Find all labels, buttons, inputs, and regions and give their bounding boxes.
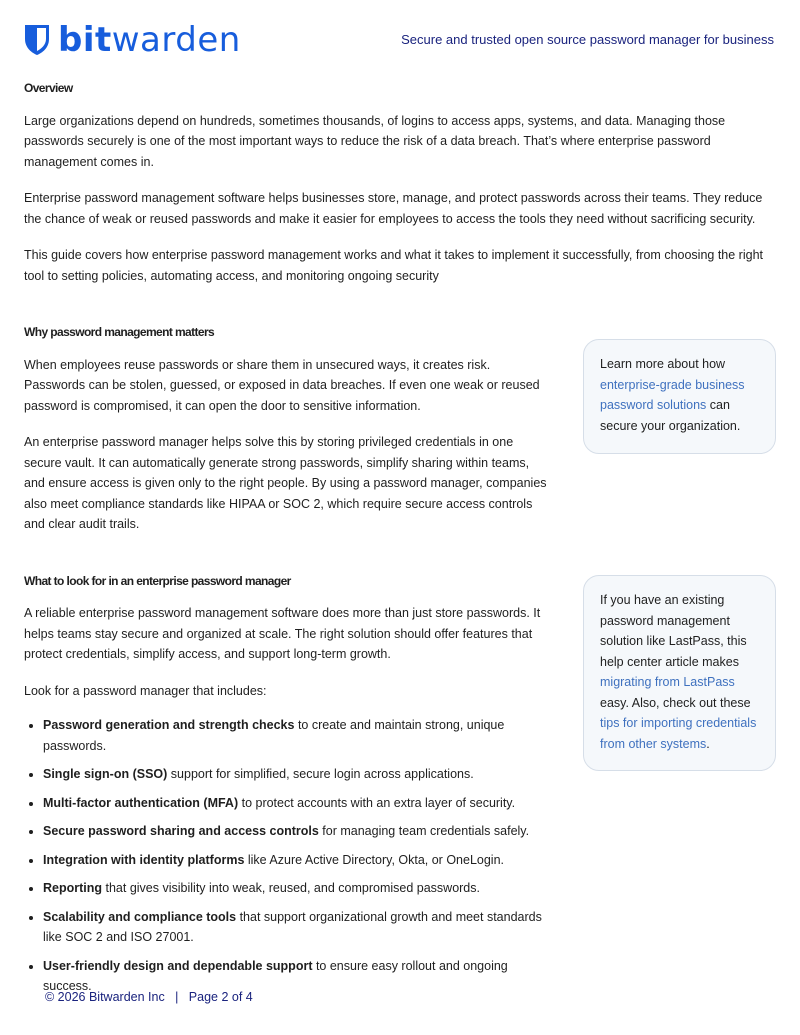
main-content xyxy=(24,78,780,1005)
list-item: • Single sign-on (SSO) support for simplified, secure login across applications. xyxy=(43,764,553,785)
business-solutions-link[interactable]: enterprise-grade business password solutions xyxy=(600,377,745,412)
list-item: • Secure password sharing and access controls for managing team credentials safely. xyxy=(43,821,553,842)
overview-paragraph-3: This guide covers how enterprise password management works and what it takes to implement it successfully, from choosing the right tool to setting policies, automating access, and monitoring ongoing security xyxy=(24,248,763,283)
header xyxy=(24,22,774,62)
logo-wordmark: bitwarden xyxy=(58,20,241,60)
migrating-lastpass-link[interactable]: migrating from LastPass xyxy=(600,675,735,689)
list-item: • Integration with identity platforms like Azure Active Directory, Okta, or OneLogin. xyxy=(43,850,553,871)
list-item: • User-friendly design and dependable support to ensure easy rollout and ongoing success. xyxy=(43,956,553,997)
overview-paragraph-1: Large organizations depend on hundreds, sometimes thousands, of logins to access apps, systems, and data. Managing those passwords securely is one of the most important ways to reduce the risk of a data breach. That’s where enterprise password management comes in. xyxy=(24,113,726,169)
header-tagline: Secure and trusted open source password manager for business xyxy=(401,32,774,47)
list-item: • Reporting that gives visibility into weak, reused, and compromised passwords. xyxy=(43,878,553,899)
what-paragraph-2: Look for a password manager that includes: xyxy=(24,683,267,698)
why-paragraph-1: When employees reuse passwords or share them in unsecured ways, it creates risk. Passwords can be stolen, guessed, or exposed in data breaches. If even one weak or reused password is compromised, it can open the door to sensitive information. xyxy=(24,357,540,413)
why-heading: Why password management matters xyxy=(24,325,215,339)
overview-heading: Overview xyxy=(24,81,73,95)
what-heading: What to look for in an enterprise password manager xyxy=(24,573,291,588)
what-paragraph-1: A reliable enterprise password management software does more than just store passwords. It helps teams stay secure and organized at scale. The right solution should offer features that protect credentials, simplify access, and support long-term growth. xyxy=(24,606,541,661)
page-footer: © 2026 Bitwarden Inc | Page 2 of 4 xyxy=(45,990,253,1004)
why-paragraph-2: An enterprise password manager helps solve this by storing privileged credentials in one secure vault. It can automatically generate strong passwords, simplify sharing within teams, and ensure access is given only to the right people. By using a password manager, companies also meet compliance standards like HIPAA or SOC 2, which require secure access controls and clear audit trails. xyxy=(24,435,547,531)
importing-credentials-link[interactable]: tips for importing credentials from other systems xyxy=(600,716,757,751)
list-item: • Scalability and compliance tools that support organizational growth and meet standards like SOC 2 and ISO 27001. xyxy=(43,907,553,948)
overview-paragraph-2: Enterprise password management software helps businesses store, manage, and protect passwords across their teams. They reduce the chance of weak or reused passwords and make it easier for employees to access the tools they need without sacrificing security. xyxy=(24,191,763,226)
callout-migration: If you have an existing password management solution like LastPass, this help center article makes migrating from LastPass easy. Also, check out these tips for importing credentials from other systems. xyxy=(583,575,776,771)
callout-business-solutions: Learn more about how enterprise-grade business password solutions can secure your organization. xyxy=(583,339,776,454)
feature-list xyxy=(24,715,553,997)
list-item: • Multi-factor authentication (MFA) to protect accounts with an extra layer of security. xyxy=(43,793,553,814)
shield-icon xyxy=(24,24,50,56)
list-item: • Password generation and strength checks to create and maintain strong, unique passwords. xyxy=(43,715,553,756)
bitwarden-logo[interactable] xyxy=(24,22,241,58)
